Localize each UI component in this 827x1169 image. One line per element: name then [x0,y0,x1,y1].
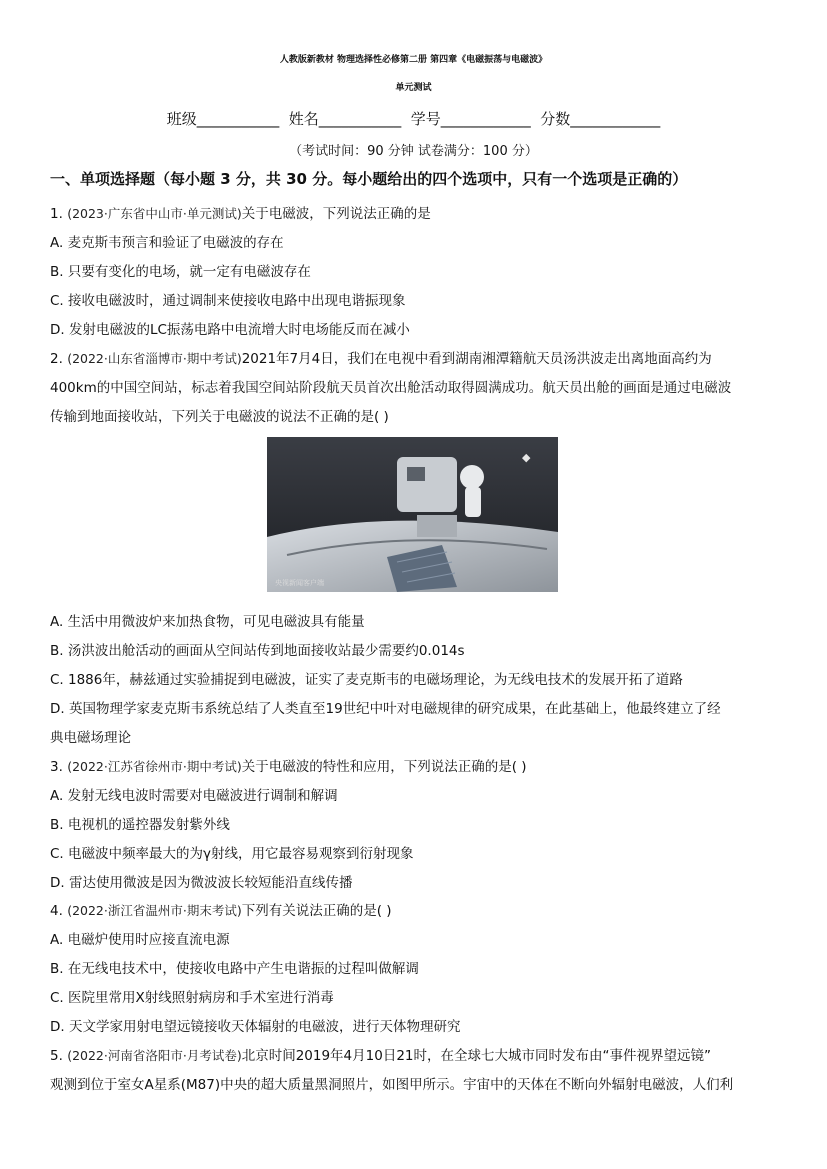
option-d: D. 天文学家用射电望远镜接收天体辐射的电磁波，进行天体物理研究 [50,1019,461,1035]
option-d: D. 雷达使用微波是因为微波波长较短能沿直线传播 [50,875,353,891]
question-text: 北京时间2019年4月10日21时，在全球七大城市同时发布由“事件视界望远镜” [241,1048,711,1064]
option-c: C. 医院里常用X射线照射病房和手术室进行消毒 [50,990,334,1006]
question-source: (2022·山东省淄博市·期中考试) [67,351,242,366]
image-caption: 央视新闻客户端 [275,579,324,587]
option-b: B. 电视机的遥控器发射紫外线 [50,817,230,833]
student-info-fields: 班级___________ 姓名___________ 学号____________ 分数____________ [166,110,661,128]
option-b: B. 只要有变化的电场，就一定有电磁波存在 [50,264,311,280]
question-4-stem [50,899,392,919]
svg-text:◆: ◆ [522,451,531,464]
question-source: (2022·浙江省温州市·期末考试) [67,903,242,918]
section-heading: 一、单项选择题（每小题 3 分，共 30 分。每小题给出的四个选项中，只有一个选项是正确的） [50,170,688,188]
document-subtitle: 单元测试 [395,83,432,93]
question-text: 关于电磁波，下列说法正确的是 [241,206,431,222]
option-a: A. 麦克斯韦预言和验证了电磁波的存在 [50,235,284,251]
question-number: 3. [50,759,63,775]
question-text-line: 400km的中国空间站，标志着我国空间站阶段航天员首次出舱活动取得圆满成功。航天员出舱的画面是通过电磁波 [50,380,732,396]
option-a: A. 生活中用微波炉来加热食物，可见电磁波具有能量 [50,614,365,630]
option-a: A. 电磁炉使用时应接直流电源 [50,932,230,948]
question-source: (2022·河南省洛阳市·月考试卷) [67,1048,242,1063]
question-number: 2. [50,351,63,367]
question-source: (2023·广东省中山市·单元测试) [67,206,242,221]
question-number: 4. [50,903,63,919]
question-text: 2021年7月4日，我们在电视中看到湖南湘潭籍航天员汤洪波走出离地面高约为 [241,351,712,367]
question-5-stem [50,1044,711,1064]
question-2-stem [50,347,712,367]
document-title: 人教版新教材 物理选择性必修第二册 第四章《电磁振荡与电磁波》 [279,55,548,65]
question-source: (2022·江苏省徐州市·期中考试) [67,759,242,774]
spacewalk-photo [267,437,558,592]
option-b: B. 在无线电技术中，使接收电路中产生电谐振的过程叫做解调 [50,961,419,977]
question-text: 下列有关说法正确的是( ) [241,903,392,919]
question-3-stem [50,755,527,775]
question-text-line: 观测到位于室女A星系(M87)中央的超大质量黑洞照片，如图甲所示。宇宙中的天体在不断向外辐射电磁波，人们利 [50,1077,734,1093]
option-c: C. 1886年，赫兹通过实验捕捉到电磁波，证实了麦克斯韦的电磁场理论，为无线电技术的发展开拓了道路 [50,672,683,688]
option-b: B. 汤洪波出舱活动的画面从空间站传到地面接收站最少需要约0.014s [50,643,465,659]
question-text: 关于电磁波的特性和应用，下列说法正确的是( ) [241,759,527,775]
question-number: 1. [50,206,63,222]
option-c: C. 电磁波中频率最大的为γ射线，用它最容易观察到衍射现象 [50,846,414,862]
option-d: D. 英国物理学家麦克斯韦系统总结了人类直至19世纪中叶对电磁规律的研究成果，在此基础上，他最终建立了经 [50,701,721,717]
option-d: D. 发射电磁波的LC振荡电路中电流增大时电场能反而在减小 [50,322,410,338]
question-1-stem [50,202,431,222]
question-text-line: 传输到地面接收站，下列关于电磁波的说法不正确的是( ) [50,409,389,425]
option-c: C. 接收电磁波时，通过调制来使接收电路中出现电谐振现象 [50,293,406,309]
option-a: A. 发射无线电波时需要对电磁波进行调制和解调 [50,788,338,804]
question-number: 5. [50,1048,63,1064]
exam-info: （考试时间：90 分钟 试卷满分：100 分） [289,144,538,159]
option-d-continued: 典电磁场理论 [50,730,131,746]
